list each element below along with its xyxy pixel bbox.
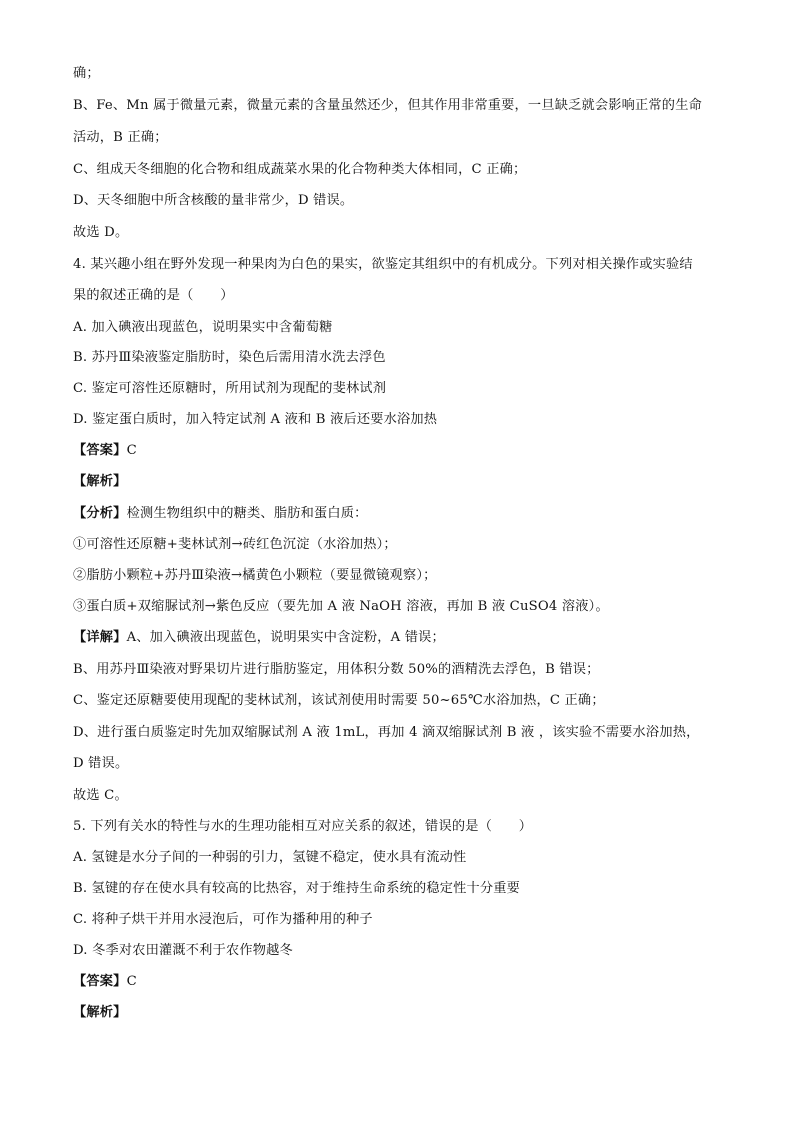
answer-line [73,441,733,461]
text-line: B、Fe、Mn 属于微量元素，微量元素的含量虽然还少，但其作用非常重要，一旦缺乏就会影响正常的生命 [73,98,702,113]
option-c: C. 将种子烘干并用水浸泡后，可作为播种用的种子 [73,912,373,927]
answer-line [73,972,733,992]
text-line: C、组成天冬细胞的化合物和组成蔬菜水果的化合物种类大体相同，C 正确； [73,162,527,177]
option-c: C. 鉴定可溶性还原糖时，所用试剂为现配的斐林试剂 [73,381,387,396]
fenxi-line [73,504,733,524]
text-line: D、进行蛋白质鉴定时先加双缩脲试剂 A 液 1mL，再加 4 滴双缩脲试剂 B 液 ，该实验不需要水浴加热， [73,725,700,740]
question-4-stem: 4. 某兴趣小组在野外发现一种果肉为白色的果实，欲鉴定其组织中的有机成分。下列对相关操作或实验结 [73,257,693,272]
text-line: 确； [73,66,100,81]
answer-tag: 【答案】 [73,974,127,989]
text-line: C、鉴定还原糖要使用现配的斐林试剂，该试剂使用时需要 50~65℃水浴加热，C 正确； [73,693,605,708]
option-d: D. 冬季对农田灌溉不利于农作物越冬 [73,943,293,958]
option-b: B. 苏丹Ⅲ染液鉴定脂肪时，染色后需用清水洗去浮色 [73,350,386,365]
detail-text: A、加入碘液出现蓝色，说明果实中含淀粉，A 错误； [126,630,445,645]
detail-tag: 【详解】 [73,630,127,645]
text-line: B、用苏丹Ⅲ染液对野果切片进行脂肪鉴定，用体积分数 50%的酒精洗去浮色，B 错误； [73,662,600,677]
analysis-line [73,1003,733,1023]
text-line: 故选 C。 [73,788,128,803]
text-line: ②脂肪小颗粒+苏丹Ⅲ染液→橘黄色小颗粒（要显微镜观察）； [73,568,437,583]
text-line: ①可溶性还原糖+斐林试剂→砖红色沉淀（水浴加热）； [73,537,397,552]
question-5-stem: 5. 下列有关水的特性与水的生理功能相互对应关系的叙述，错误的是（ ） [73,819,533,834]
fenxi-text: 检测生物组织中的糖类、脂肪和蛋白质： [126,506,368,521]
analysis-tag: 【解析】 [73,474,127,489]
text-line: D 错误。 [73,756,129,771]
detail-line [73,628,733,648]
answer-value: C [126,443,137,458]
answer-tag: 【答案】 [73,443,127,458]
fenxi-tag: 【分析】 [73,506,127,521]
text-line: 活动，B 正确； [73,130,168,145]
analysis-tag: 【解析】 [73,1005,127,1020]
text-line: ③蛋白质+双缩脲试剂→紫色反应（要先加 A 液 NaOH 溶液，再加 B 液 CuSO4 溶液）。 [73,599,609,614]
answer-value: C [126,974,137,989]
option-a: A. 加入碘液出现蓝色，说明果实中含葡萄糖 [73,320,333,335]
analysis-line [73,472,733,492]
text-line: 故选 D。 [73,225,129,240]
question-4-stem-cont: 果的叙述正确的是（ ） [73,288,234,303]
option-a: A. 氢键是水分子间的一种弱的引力，氢键不稳定，使水具有流动性 [73,850,467,865]
option-b: B. 氢键的存在使水具有较高的比热容，对于维持生命系统的稳定性十分重要 [73,881,521,896]
option-d: D. 鉴定蛋白质时，加入特定试剂 A 液和 B 液后还要水浴加热 [73,412,438,427]
text-line: D、天冬细胞中所含核酸的量非常少，D 错误。 [73,193,354,208]
